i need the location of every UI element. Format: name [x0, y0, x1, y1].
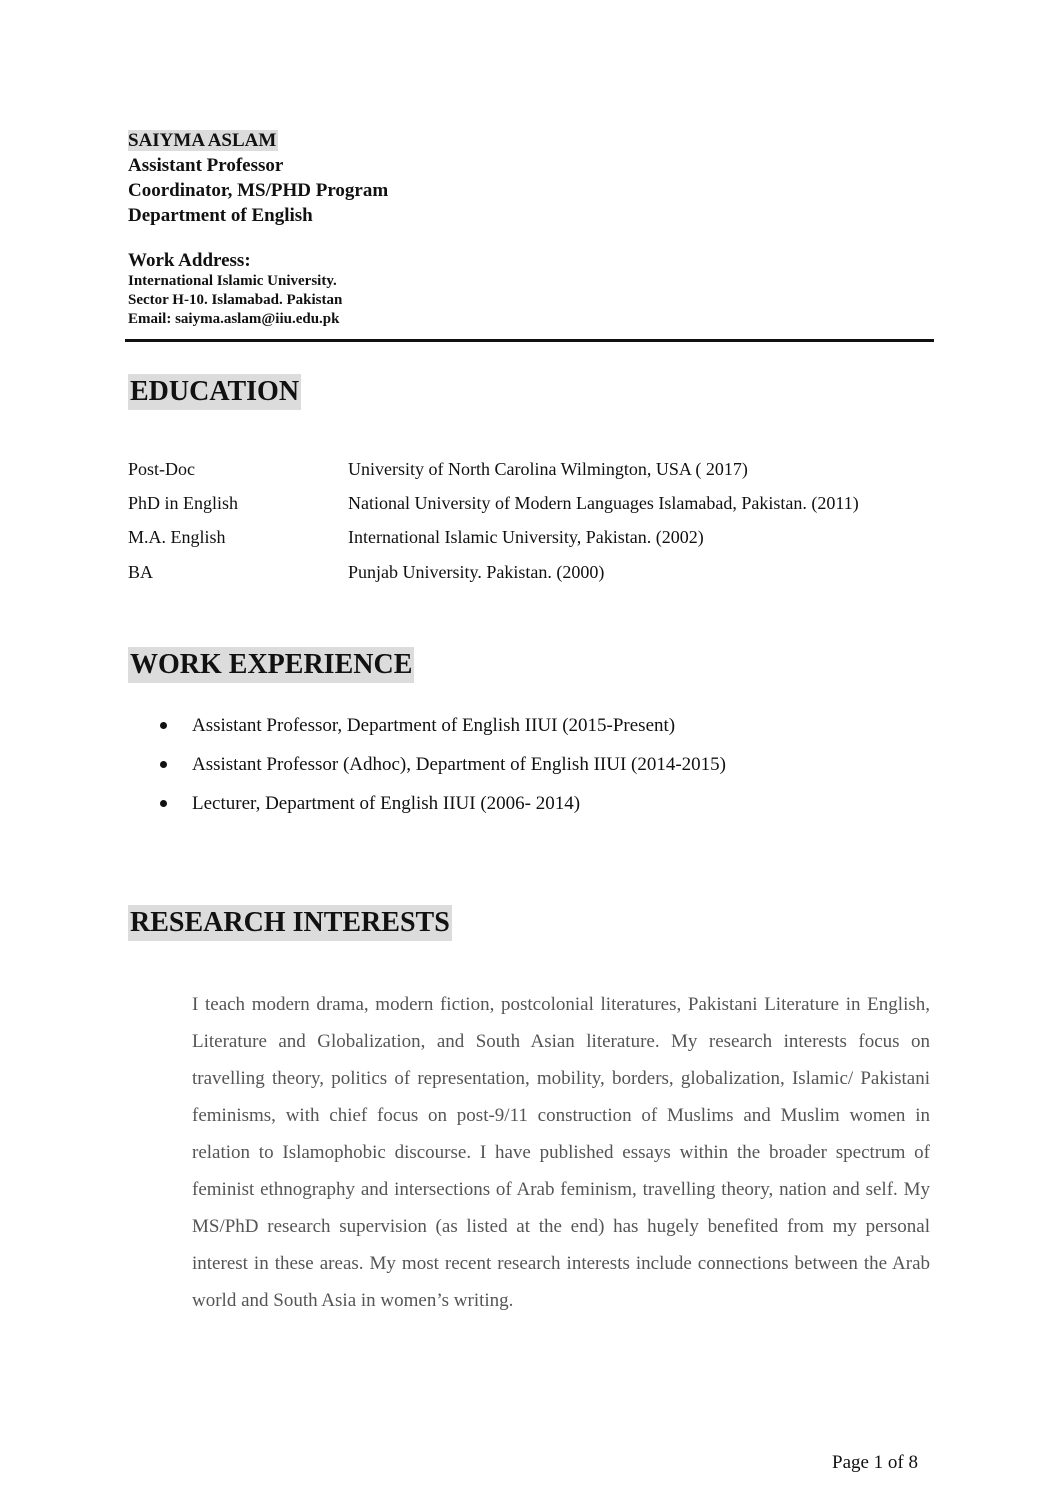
- list-item: [160, 745, 726, 784]
- education-institution: International Islamic University, Pakistan. (2002): [348, 527, 704, 547]
- address-label: Work Address:: [128, 250, 251, 271]
- list-item: [160, 784, 726, 823]
- cv-header: [128, 128, 388, 329]
- research-interests-text: I teach modern drama, modern fiction, postcolonial literatures, Pakistani Literature in English, Literature and Globalization, and South Asian literature. My research interests focus on travelling theory, politics of representation, mobility, borders, globalization, Islamic/ Pakistani feminisms, with chief focus on post-9/11 construction of Muslims and Muslim women in relation to Islamophobic discourse. I have published essays within the broader spectrum of feminist ethnography and intersections of Arab feminism, travelling theory, nation and self. My MS/PhD research supervision (as listed at the end) has hugely benefited from my personal interest in these areas. My most recent research interests include connections between the Arab world and South Asia in women’s writing.: [192, 994, 930, 1311]
- research-interests-heading: RESEARCH INTERESTS: [128, 905, 452, 941]
- department: Department of English: [128, 205, 313, 226]
- bullet-icon: [160, 800, 167, 807]
- education-degree: Post-Doc: [128, 459, 195, 479]
- bullet-icon: [160, 722, 167, 729]
- job-title: Assistant Professor: [128, 155, 284, 176]
- address-line-2: Sector H-10. Islamabad. Pakistan: [128, 292, 343, 308]
- work-experience-list: [160, 706, 726, 823]
- email: Email: saiyma.aslam@iiu.edu.pk: [128, 311, 340, 327]
- education-degree: PhD in English: [128, 493, 239, 513]
- work-item-text: Assistant Professor (Adhoc), Department of English IIUI (2014-2015): [192, 754, 727, 775]
- bullet-icon: [160, 761, 167, 768]
- education-institution: National University of Modern Languages Islamabad, Pakistan. (2011): [348, 493, 859, 513]
- education-institution: Punjab University. Pakistan. (2000): [348, 562, 605, 582]
- education-degree: M.A. English: [128, 527, 226, 547]
- work-item-text: Lecturer, Department of English IIUI (2006- 2014): [192, 793, 581, 814]
- work-item-text: Assistant Professor, Department of English IIUI (2015-Present): [192, 715, 676, 736]
- header-divider: [125, 339, 934, 342]
- page-number: Page 1 of 8: [832, 1452, 919, 1473]
- work-experience-heading: WORK EXPERIENCE: [128, 647, 414, 683]
- education-institution: University of North Carolina Wilmington, USA ( 2017): [348, 459, 748, 479]
- list-item: [160, 706, 726, 745]
- person-name: SAIYMA ASLAM: [128, 130, 277, 151]
- education-heading: EDUCATION: [128, 374, 301, 410]
- education-degree: BA: [128, 562, 154, 582]
- address-line-1: International Islamic University.: [128, 273, 337, 289]
- program-role: Coordinator, MS/PHD Program: [128, 180, 389, 201]
